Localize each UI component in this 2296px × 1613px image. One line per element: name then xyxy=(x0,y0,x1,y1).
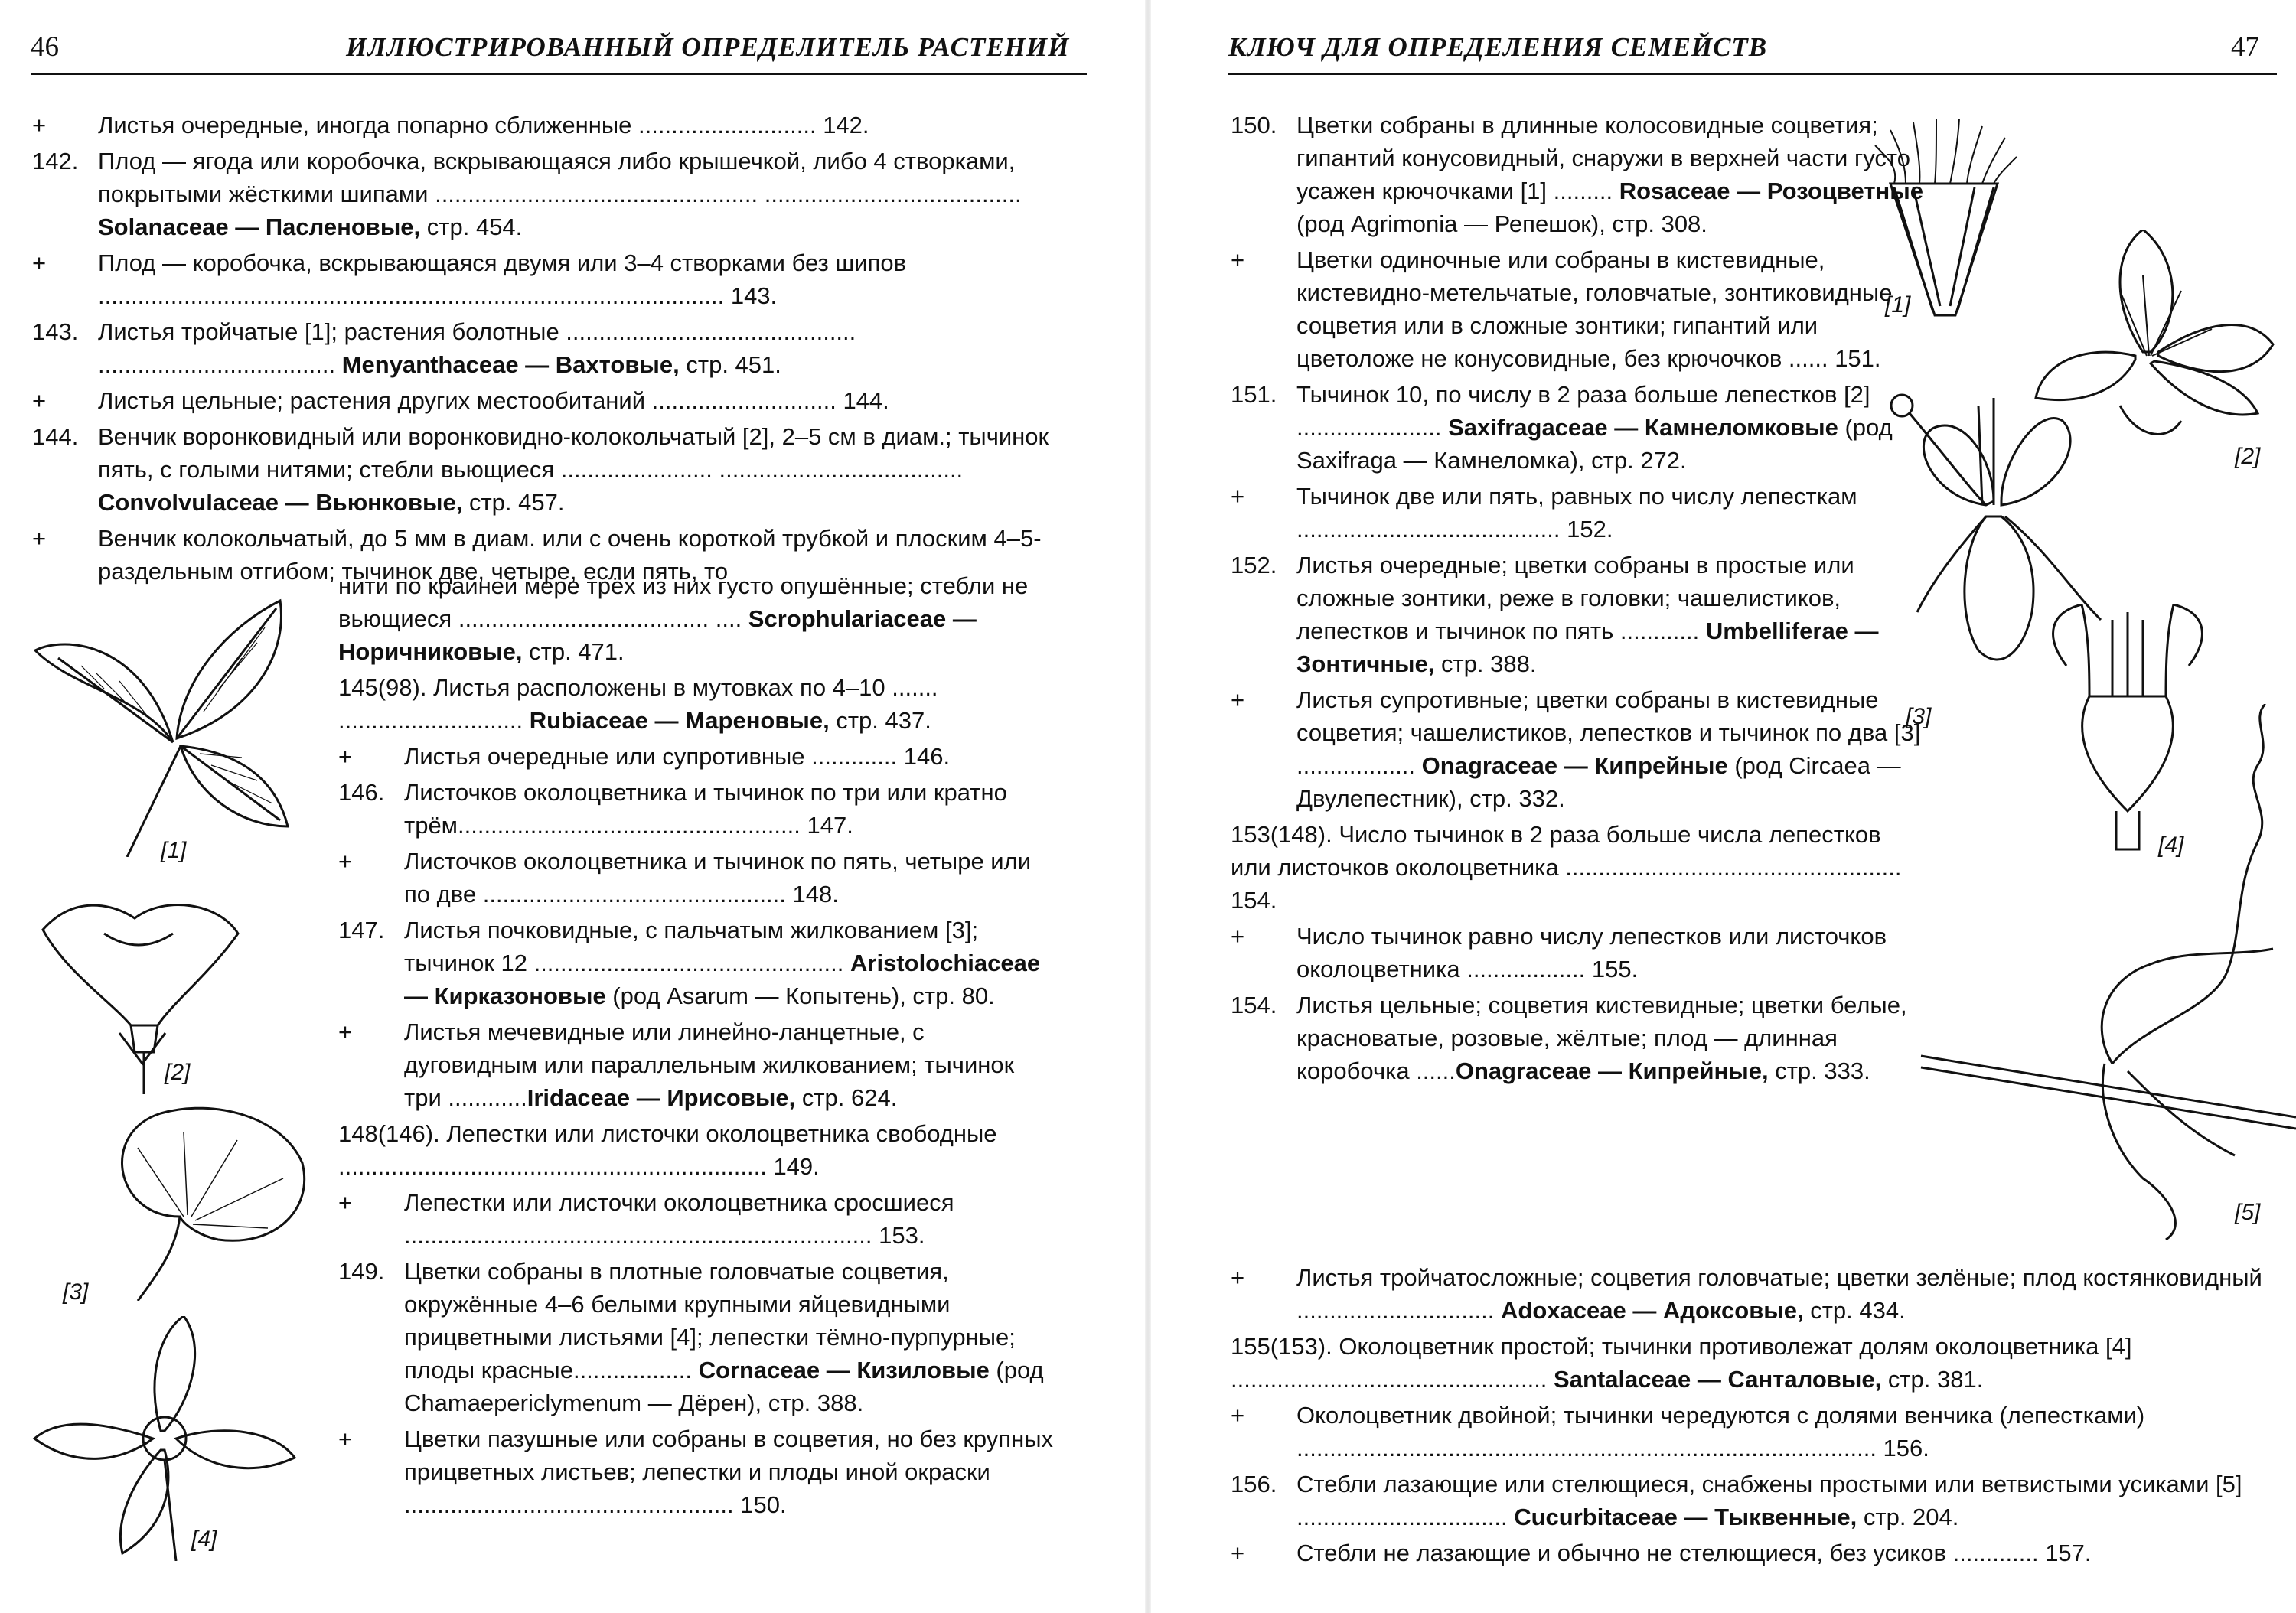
page-reference: стр. 204. xyxy=(1857,1504,1959,1530)
entry-text: Листья очередные; цветки собраны в простые или сложные зонтики, реже в головки; чашелистиков, лепестков и тычинок по пять ............ xyxy=(1296,552,1854,644)
family-name: Rosaceae — Розоцветные xyxy=(1619,178,1923,204)
entry-text: Лепестки или листочки околоцветника свободные ................................................................. 149. xyxy=(338,1120,997,1180)
page-reference: (род Asarum — Копытень), стр. 80. xyxy=(605,982,995,1009)
family-name: Adoxaceae — Адоксовые, xyxy=(1501,1297,1804,1324)
key-entry xyxy=(1231,989,1924,1087)
entry-number: + xyxy=(338,1189,353,1216)
entry-text: Цветки собраны в плотные головчатые соцветия, окружённые 4–6 белыми крупными яйцевидными прицветными листьями [4]; лепестки тёмно-пурпурные; плоды красные.................. xyxy=(404,1258,1016,1383)
family-name: Saxifragaceae — Камнеломковые xyxy=(1448,414,1838,441)
entry-number: + xyxy=(1231,1264,1245,1291)
key-entry xyxy=(338,914,1056,1012)
family-name: Aristolochiaceae — Кирказоновые xyxy=(404,950,1041,1009)
family-name: Onagraceae — Кипрейные xyxy=(1421,752,1728,779)
page-reference: стр. 471. xyxy=(522,638,625,665)
entry-number: + xyxy=(32,387,47,414)
family-name: Santalaceae — Санталовые, xyxy=(1554,1366,1882,1393)
entry-text: Венчик воронковидный или воронковидно-колокольчатый [2], 2–5 см в диам.; тычинок пять, с голыми нитями; стебли вьющиеся ....................... ..................................... xyxy=(98,423,1049,483)
family-name: Scrophulariaceae — Норичниковые, xyxy=(338,605,977,665)
key-entry xyxy=(32,420,1056,519)
header-rule xyxy=(1228,73,2277,75)
key-entry xyxy=(1231,109,1924,240)
right-page xyxy=(1148,0,2296,1613)
entry-number: + xyxy=(32,249,47,276)
header-rule xyxy=(31,73,1087,75)
key-entry xyxy=(1231,1536,2285,1569)
figure-label-3: [3] xyxy=(63,1279,89,1305)
key-entry xyxy=(338,740,1056,773)
family-name: Umbelliferae — Зонтичные, xyxy=(1296,618,1879,677)
entry-text: Цветки пазушные или собраны в соцветия, но без крупных прицветных листьев; лепестки и плоды иной окраски .................................................. 150. xyxy=(404,1426,1053,1518)
figure-label-1: [1] xyxy=(161,838,187,863)
page-reference: стр. 388. xyxy=(1434,650,1537,677)
figure-label-5: [5] xyxy=(2235,1200,2261,1225)
entry-text: Цветки собраны в длинные колосовидные соцветия; гипантий конусовидный, снаружи в верхней части густо усажен крючочками [1] ......... xyxy=(1296,112,1911,204)
family-name: Solanaceae — Пасленовые, xyxy=(98,213,421,240)
entry-number: 151. xyxy=(1231,381,1277,408)
key-entry xyxy=(32,246,1056,312)
entry-text: Листья почковидные, с пальчатым жилкованием [3]; тычинок 12 ............................................... xyxy=(404,917,979,976)
entry-number: + xyxy=(338,1426,353,1452)
page-reference: (род Saxifraga — Камнеломка), стр. 272. xyxy=(1296,414,1893,474)
figure-label-3: [3] xyxy=(1906,704,1932,729)
entry-number: + xyxy=(32,112,47,138)
family-name: Onagraceae — Кипрейные, xyxy=(1455,1057,1769,1084)
entry-number: 156. xyxy=(1231,1471,1277,1497)
entry-number: + xyxy=(338,1018,353,1045)
entry-text: Листья тройчатые [1]; растения болотные ............................................ .................................... xyxy=(98,318,856,378)
entry-number: 155(153). xyxy=(1231,1333,1339,1360)
page-reference: стр. 381. xyxy=(1881,1366,1984,1393)
key-entry xyxy=(1231,480,1924,546)
hooked-hypanthium-illustration xyxy=(1860,115,2028,321)
entry-text: Тычинок две или пять, равных по числу лепесткам ........................................ 152. xyxy=(1296,483,1857,543)
entry-text: Листья тройчатосложные; соцветия головчатые; цветки зелёные; плод костянковидный .............................. xyxy=(1296,1264,2262,1324)
family-name: Rubiaceae — Мареновые, xyxy=(529,707,830,734)
key-entry xyxy=(32,384,1056,417)
entry-number: 149. xyxy=(338,1258,385,1285)
entry-text: Листья супротивные; цветки собраны в кистевидные соцветия; чашелистиков, лепестков и тычинок по два [3] .................. xyxy=(1296,686,1921,779)
family-name: Convolvulaceae — Вьюнковые, xyxy=(98,489,463,516)
entry-number: + xyxy=(1231,923,1245,950)
trifoliate-leaf-illustration xyxy=(28,597,303,857)
entry-number: 154. xyxy=(1231,992,1277,1018)
entry-number: + xyxy=(1231,686,1245,713)
key-entry xyxy=(1231,1261,2285,1327)
entry-text: Стебли лазающие или стелющиеся, снабжены простыми или ветвистыми усиками [5] ................................ xyxy=(1296,1471,2242,1530)
entry-text: Листья очередные или супротивные ............. 146. xyxy=(404,743,951,770)
family-name: Cucurbitaceae — Тыквенные, xyxy=(1514,1504,1857,1530)
key-entry xyxy=(1231,1468,2285,1533)
key-entry xyxy=(338,1117,1056,1183)
entry-number: 148(146). xyxy=(338,1120,447,1147)
key-entry xyxy=(1231,1399,2285,1465)
running-head: КЛЮЧ ДЛЯ ОПРЕДЕЛЕНИЯ СЕМЕЙСТВ xyxy=(1228,32,1768,62)
funnel-flower-illustration xyxy=(28,888,257,1094)
page-reference: стр. 437. xyxy=(829,707,931,734)
entry-number: + xyxy=(338,848,353,875)
figure-label-2: [2] xyxy=(165,1060,191,1085)
entry-number: 152. xyxy=(1231,552,1277,578)
entry-number: 144. xyxy=(32,423,79,450)
page-reference: стр. 434. xyxy=(1803,1297,1906,1324)
entry-number: 142. xyxy=(32,148,79,174)
key-entry xyxy=(1231,920,1924,986)
figure-label-4: [4] xyxy=(2158,833,2184,858)
entry-text: Листья мечевидные или линейно-ланцетные, с дуговидным или параллельным жилкованием; тычинок три ............ xyxy=(404,1018,1015,1111)
key-entry xyxy=(338,1015,1056,1114)
entry-text: Плод — коробочка, вскрывающаяся двумя или 3–4 створками без шипов ............................................................................................... 143. xyxy=(98,249,907,309)
key-entry xyxy=(338,1422,1056,1521)
entry-text: Листочков околоцветника и тычинок по три или кратно трём.................................................... 147. xyxy=(404,779,1007,839)
entry-number: 150. xyxy=(1231,112,1277,138)
right-key-full-width xyxy=(1231,1261,2285,1572)
bracted-flower-illustration xyxy=(31,1316,298,1561)
entry-number: + xyxy=(1231,1540,1245,1566)
entry-text: Число тычинок равно числу лепестков или листочков околоцветника .................. 155. xyxy=(1296,923,1887,982)
key-entry xyxy=(338,1186,1056,1252)
entry-text: Тычинок 10, по числу в 2 раза больше лепестков [2] ...................... xyxy=(1296,381,1870,441)
key-entry xyxy=(1231,378,1924,477)
key-entry xyxy=(1231,683,1924,815)
page-reference: (род Chamaepericlymenum — Дёрен), стр. 388. xyxy=(404,1357,1044,1416)
entry-text: Стебли не лазающие и обычно не стелющиеся, без усиков ............. 157. xyxy=(1296,1540,2092,1566)
running-head: ИЛЛЮСТРИРОВАННЫЙ ОПРЕДЕЛИТЕЛЬ РАСТЕНИЙ xyxy=(346,32,1070,62)
tendril-stem-illustration xyxy=(1913,704,2296,1240)
key-entry xyxy=(1231,549,1924,680)
entry-number: + xyxy=(338,743,353,770)
entry-text: Число тычинок в 2 раза больше числа лепестков или листочков околоцветника ................................................... 154. xyxy=(1231,821,1902,914)
key-entry xyxy=(1231,818,1924,917)
page-reference: стр. 333. xyxy=(1768,1057,1870,1084)
page-reference: (род Circaea — Двулепестник), стр. 332. xyxy=(1296,752,1901,812)
key-entry xyxy=(338,569,1056,668)
entry-number: + xyxy=(1231,1402,1245,1429)
entry-text: Плод — ягода или коробочка, вскрывающаяся либо крышечкой, либо 4 створками, покрытыми жёсткими шипами ................................................. ....................................... xyxy=(98,148,1022,207)
right-key-narrow xyxy=(1231,109,1924,1090)
entry-number: + xyxy=(32,525,47,552)
entry-number: + xyxy=(1231,483,1245,510)
entry-text: Листья цельные; соцветия кистевидные; цветки белые, красноватые, розовые, жёлтые; плод — длинная коробочка ...... xyxy=(1296,992,1907,1084)
entry-number: 146. xyxy=(338,779,385,806)
figure-label-2: [2] xyxy=(2235,444,2261,469)
kidney-leaf-illustration xyxy=(92,1102,321,1301)
entry-text: Венчик колокольчатый, до 5 мм в диам. или с очень короткой трубкой и плоским 4–5-раздельным отгибом; тычинок две, четыре, если пять, то xyxy=(98,525,1042,585)
page-number: 46 xyxy=(31,31,59,63)
page-reference: стр. 451. xyxy=(679,351,781,378)
entry-text: Листья расположены в мутовках по 4–10 ....... ............................ xyxy=(338,674,938,734)
entry-number: 143. xyxy=(32,318,79,345)
key-entry xyxy=(338,671,1056,737)
entry-number: 153(148). xyxy=(1231,821,1339,848)
entry-text: Листья очередные, иногда попарно сближенные ........................... 142. xyxy=(98,112,869,138)
entry-text: Листочков околоцветника и тычинок по пять, четыре или по две .............................................. 148. xyxy=(404,848,1032,908)
family-name: Menyanthaceae — Вахтовые, xyxy=(341,351,680,378)
key-entry xyxy=(1231,243,1924,375)
entry-text: Околоцветник простой; тычинки противолежат долям околоцветника [4] ................................................ xyxy=(1231,1333,2132,1393)
page-reference: стр. 457. xyxy=(462,489,565,516)
entry-number: 147. xyxy=(338,917,385,943)
key-entry xyxy=(32,315,1056,381)
figure-label-1: [1] xyxy=(1885,292,1911,318)
entry-text: нити по крайней мере трёх из них густо опушённые; стебли не вьющиеся ...................................... .... xyxy=(338,572,1029,632)
family-name: Cornaceae — Кизиловые xyxy=(698,1357,990,1383)
entry-text: Лепестки или листочки околоцветника сросшиеся ....................................................................... 153. xyxy=(404,1189,954,1249)
page-reference: стр. 624. xyxy=(795,1084,898,1111)
left-key-narrow xyxy=(338,569,1056,1524)
key-entry xyxy=(1231,1330,2285,1396)
left-key-full-width xyxy=(32,109,1056,591)
entry-text: Цветки одиночные или собраны в кистевидные, кистевидно-метельчатые, головчатые, зонтиковидные соцветия или в сложные зонтики; гипантий или цветоложе не конусовидные, без крючочков ...... 151. xyxy=(1296,246,1893,372)
entry-text: Околоцветник двойной; тычинки чередуются с долями венчика (лепестками) ........................................................................................ 156. xyxy=(1296,1402,2145,1461)
key-entry xyxy=(338,845,1056,911)
entry-number: + xyxy=(1231,246,1245,273)
page-number: 47 xyxy=(2231,31,2259,63)
figure-label-4: [4] xyxy=(191,1527,217,1552)
key-entry xyxy=(32,109,1056,142)
key-entry xyxy=(338,1255,1056,1419)
entry-number: 145(98). xyxy=(338,674,434,701)
page-reference: стр. 454. xyxy=(420,213,523,240)
entry-text: Листья цельные; растения других местообитаний ............................ 144. xyxy=(98,387,889,414)
family-name: Iridaceae — Ирисовые, xyxy=(527,1084,796,1111)
key-entry xyxy=(338,776,1056,842)
page-reference: (род Agrimonia — Репешок), стр. 308. xyxy=(1296,210,1707,237)
key-entry xyxy=(32,145,1056,243)
